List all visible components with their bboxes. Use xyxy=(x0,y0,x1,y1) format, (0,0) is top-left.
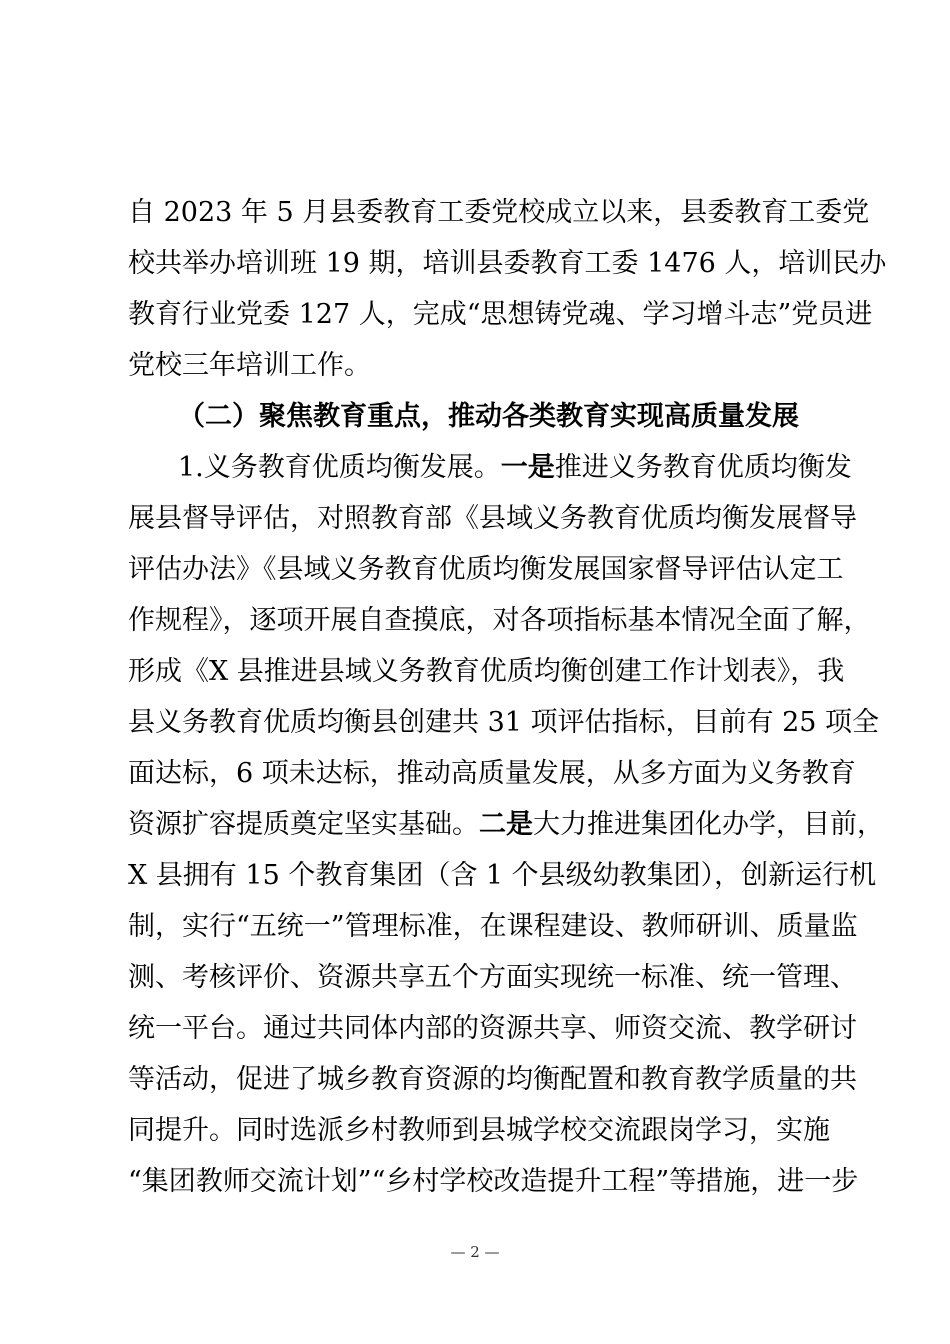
item-prefix: 1.义务教育优质均衡发展。 xyxy=(178,452,501,483)
paragraph-line: 测、考核评价、资源共享五个方面实现统一标准、统一管理、 xyxy=(128,962,857,993)
line-before-marker: 资源扩容提质奠定坚实基础。 xyxy=(128,809,479,840)
paragraph-line: 教育行业党委 127 人，完成“思想铸党魂、学习增斗志”党员进 xyxy=(128,299,873,330)
paragraph-line: 形成《X 县推进县域义务教育优质均衡创建工作计划表》，我 xyxy=(128,656,845,687)
paragraph-line: 统一平台。通过共同体内部的资源共享、师资交流、教学研讨 xyxy=(128,1013,857,1044)
line-after-marker: 大力推进集团化办学，目前， xyxy=(533,809,884,840)
paragraph-line: 党校三年培训工作。 xyxy=(128,350,371,381)
bold-marker-first: 一是 xyxy=(500,452,555,483)
paragraph-line: 制，实行“五统一”管理标准，在课程建设、教师研训、质量监 xyxy=(128,911,858,942)
paragraph-line: 作规程》，逐项开展自查摸底，对各项指标基本情况全面了解， xyxy=(128,605,871,636)
bold-marker-second: 二是 xyxy=(479,809,533,840)
paragraph-line: 等活动，促进了城乡教育资源的均衡配置和教育教学质量的共 xyxy=(128,1064,857,1095)
item-first-rest: 推进义务教育优质均衡发 xyxy=(554,452,852,483)
paragraph-line: “集团教师交流计划”“乡村学校改造提升工程”等措施，进一步 xyxy=(128,1166,859,1197)
paragraph-line: 评估办法》《县域义务教育优质均衡发展国家督导评估认定工 xyxy=(128,554,844,585)
paragraph-line: 面达标，6 项未达标，推动高质量发展，从多方面为义务教育 xyxy=(128,758,856,789)
paragraph-line: 县义务教育优质均衡县创建共 31 项评估指标，目前有 25 项全 xyxy=(128,707,880,738)
paragraph-line: 展县督导评估，对照教育部《县域义务教育优质均衡发展督导 xyxy=(128,503,857,534)
section-heading: （二）聚焦教育重点，推动各类教育实现高质量发展 xyxy=(178,401,799,432)
paragraph-line: 校共举办培训班 19 期，培训县委教育工委 1476 人，培训民办 xyxy=(128,248,887,279)
paragraph-line: 自 2023 年 5 月县委教育工委党校成立以来，县委教育工委党 xyxy=(128,197,870,228)
paragraph-line: X 县拥有 15 个教育集团（含 1 个县级幼教集团），创新运行机 xyxy=(128,860,877,891)
paragraph-line-with-marker xyxy=(128,805,884,845)
paragraph-line: 同提升。同时选派乡村教师到县城学校交流跟岗学习，实施 xyxy=(128,1115,830,1146)
page-number: — 2 — xyxy=(450,1243,500,1261)
item-first-line xyxy=(178,448,852,488)
